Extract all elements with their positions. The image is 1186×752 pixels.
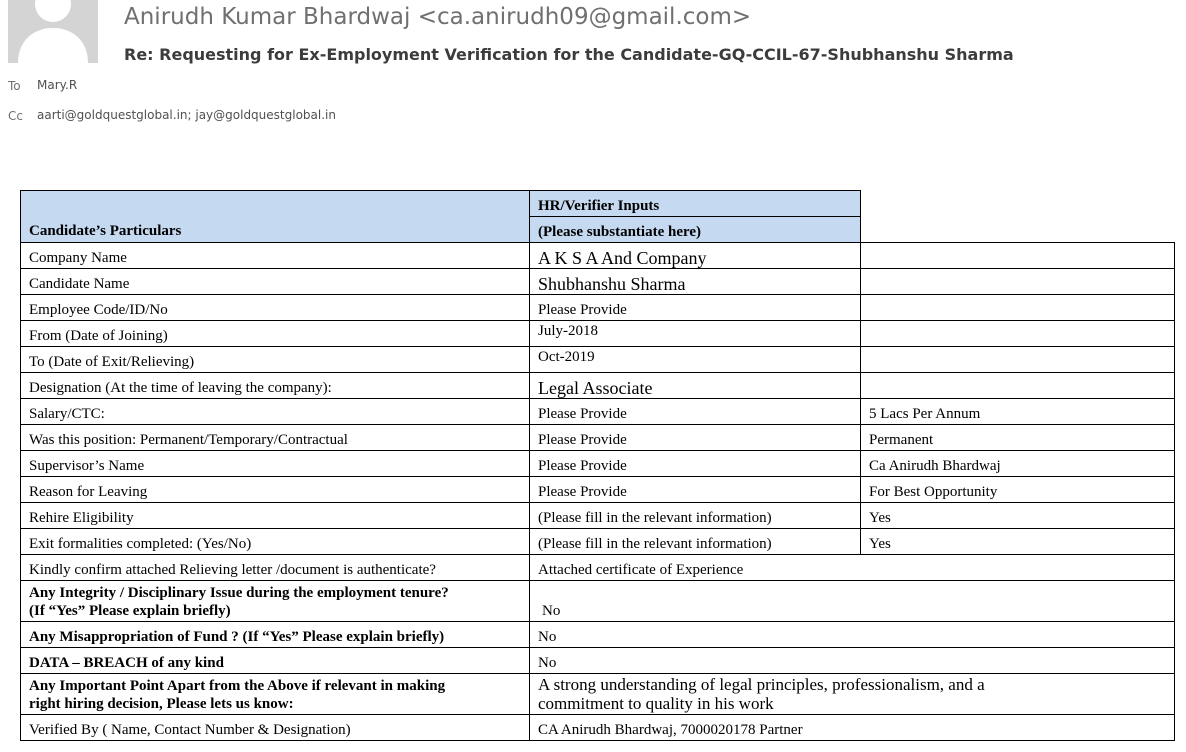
header-verifier-inputs: HR/Verifier Inputs: [530, 191, 861, 217]
row-input-line: commitment to quality in his work: [538, 694, 774, 713]
row-label: Salary/CTC:: [21, 399, 530, 425]
row-extra: [861, 269, 1175, 295]
row-extra: Yes: [861, 503, 1175, 529]
row-label: Employee Code/ID/No: [21, 295, 530, 321]
table-row: [21, 269, 1175, 295]
header-candidate-particulars: Candidate’s Particulars: [21, 191, 530, 243]
cc-label: Cc: [8, 109, 23, 123]
row-extra: [861, 347, 1175, 373]
header-spacer: [861, 191, 1175, 217]
row-label: Designation (At the time of leaving the company):: [21, 373, 530, 399]
row-input: Attached certificate of Experience: [530, 555, 1175, 581]
table-row: [21, 622, 1175, 648]
row-extra: [861, 243, 1175, 269]
row-input-line: A strong understanding of legal principles, professionalism, and a: [538, 675, 985, 694]
table-row: [21, 295, 1175, 321]
person-icon: [8, 0, 98, 63]
row-label: Rehire Eligibility: [21, 503, 530, 529]
sender-avatar: [8, 0, 98, 63]
table-row: [21, 373, 1175, 399]
row-input: No: [530, 622, 1175, 648]
row-input: July-2018: [530, 321, 861, 347]
table-row: [21, 648, 1175, 674]
row-input: No: [530, 581, 1175, 622]
row-input: Please Provide: [530, 295, 861, 321]
row-extra: Yes: [861, 529, 1175, 555]
to-recipient[interactable]: Mary.R: [37, 78, 78, 92]
row-label: Reason for Leaving: [21, 477, 530, 503]
row-input: [530, 674, 1175, 715]
row-extra: [861, 321, 1175, 347]
row-label: [21, 674, 530, 715]
row-label: To (Date of Exit/Relieving): [21, 347, 530, 373]
row-input: Please Provide: [530, 399, 861, 425]
table-row: [21, 347, 1175, 373]
row-label: Exit formalities completed: (Yes/No): [21, 529, 530, 555]
table-row: [21, 674, 1175, 715]
table-row: [21, 321, 1175, 347]
row-input: CA Anirudh Bhardwaj, 7000020178 Partner: [530, 715, 1175, 741]
sender-name: Anirudh Kumar Bhardwaj <ca.anirudh09@gmail.com>: [124, 4, 752, 30]
row-input: Shubhanshu Sharma: [530, 269, 861, 295]
table-row: [21, 477, 1175, 503]
row-label: Was this position: Permanent/Temporary/Contractual: [21, 425, 530, 451]
table-row: [21, 581, 1175, 622]
header-substantiate: (Please substantiate here): [530, 217, 861, 243]
row-label-line: right hiring decision, Please lets us know:: [29, 696, 294, 712]
row-label: Verified By ( Name, Contact Number & Designation): [21, 715, 530, 741]
row-label: Supervisor’s Name: [21, 451, 530, 477]
row-extra: For Best Opportunity: [861, 477, 1175, 503]
row-label: [21, 581, 530, 622]
row-input: Please Provide: [530, 451, 861, 477]
row-input: (Please fill in the relevant information): [530, 503, 861, 529]
verification-table: [20, 190, 1175, 741]
row-label-line: Any Important Point Apart from the Above if relevant in making: [29, 678, 446, 694]
row-input: A K S A And Company: [530, 243, 861, 269]
table-row: [21, 243, 1175, 269]
table-row: [21, 555, 1175, 581]
row-label-line: Any Integrity / Disciplinary Issue during the employment tenure?: [29, 585, 449, 601]
table-row: [21, 529, 1175, 555]
row-extra: Permanent: [861, 425, 1175, 451]
row-label: Candidate Name: [21, 269, 530, 295]
header-spacer: [861, 217, 1175, 243]
table-row: [21, 715, 1175, 741]
row-extra: [861, 295, 1175, 321]
row-input: Oct-2019: [530, 347, 861, 373]
row-label: Company Name: [21, 243, 530, 269]
row-label: From (Date of Joining): [21, 321, 530, 347]
table-row: [21, 451, 1175, 477]
to-label: To: [8, 79, 21, 93]
row-input: Please Provide: [530, 477, 861, 503]
row-input: (Please fill in the relevant information): [530, 529, 861, 555]
cc-recipients[interactable]: aarti@goldquestglobal.in; jay@goldquestglobal.in: [37, 108, 336, 122]
row-input: Please Provide: [530, 425, 861, 451]
table-row: [21, 425, 1175, 451]
table-row: [21, 503, 1175, 529]
row-input: Legal Associate: [530, 373, 861, 399]
email-subject: Re: Requesting for Ex-Employment Verification for the Candidate-GQ-CCIL-67-Shubhanshu Sharma: [124, 45, 1014, 64]
row-extra: Ca Anirudh Bhardwaj: [861, 451, 1175, 477]
row-label: DATA – BREACH of any kind: [21, 648, 530, 674]
row-input: No: [530, 648, 1175, 674]
row-extra: 5 Lacs Per Annum: [861, 399, 1175, 425]
row-label: Kindly confirm attached Relieving letter /document is authenticate?: [21, 555, 530, 581]
row-label-line: (If “Yes” Please explain briefly): [29, 603, 231, 619]
row-extra: [861, 373, 1175, 399]
table-row: [21, 399, 1175, 425]
row-label: Any Misappropriation of Fund ? (If “Yes” Please explain briefly): [21, 622, 530, 648]
